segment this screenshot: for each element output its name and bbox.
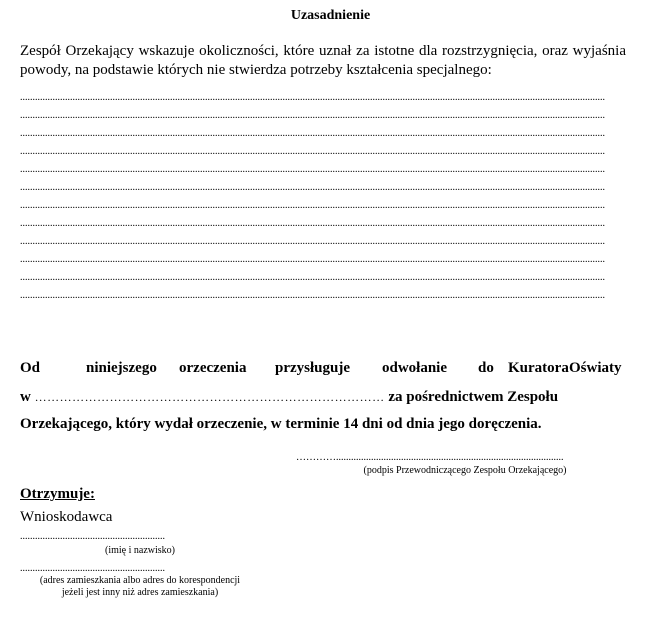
name-caption: (imię i nazwisko): [105, 545, 175, 556]
appeal-line-3: Orzekającego, który wydał orzeczenie, w terminie 14 dni od dnia jego doręczenia.: [20, 416, 542, 432]
justification-line: ..........................................................................................................................................................................................................................................: [20, 182, 605, 193]
justification-line: ..........................................................................................................................................................................................................................................: [20, 272, 605, 283]
justification-line: ..........................................................................................................................................................................................................................................: [20, 146, 605, 157]
justification-line: ..........................................................................................................................................................................................................................................: [20, 236, 605, 247]
justification-line: ..........................................................................................................................................................................................................................................: [20, 92, 605, 103]
curator-location-field: …………………………………………………………………………: [34, 390, 385, 404]
justification-line: ..........................................................................................................................................................................................................................................: [20, 290, 605, 301]
justification-line: ..........................................................................................................................................................................................................................................: [20, 200, 605, 211]
address-caption-1: (adres zamieszkania albo adres do korespondencji: [39, 575, 241, 586]
justification-line: ..........................................................................................................................................................................................................................................: [20, 254, 605, 265]
name-line: ..........................................................: [20, 531, 165, 542]
appeal-suffix: za pośrednictwem Zespołu: [388, 389, 559, 405]
recipient-applicant: Wnioskodawca: [20, 509, 113, 525]
appeal-word: Kuratora: [508, 360, 569, 376]
document-title: Uzasadnienie: [290, 8, 371, 23]
address-line: ..........................................................: [20, 563, 165, 574]
appeal-word: niniejszego: [86, 360, 157, 376]
appeal-word: orzeczenia: [179, 360, 247, 376]
appeal-prefix: w: [20, 389, 31, 405]
justification-line: ..........................................................................................................................................................................................................................................: [20, 218, 605, 229]
appeal-word: przysługuje: [275, 360, 350, 376]
justification-line: ..........................................................................................................................................................................................................................................: [20, 110, 605, 121]
signature-caption: (podpis Przewodniczącego Zespołu Orzekającego): [363, 465, 567, 476]
appeal-word: Oświaty: [569, 360, 622, 376]
justification-line: ..........................................................................................................................................................................................................................................: [20, 164, 605, 175]
address-caption-2: jeżeli jest inny niż adres zamieszkania): [61, 587, 219, 598]
appeal-line-2: [20, 389, 626, 406]
justification-line: ..........................................................................................................................................................................................................................................: [20, 128, 605, 139]
recipients-heading: Otrzymuje:: [20, 486, 95, 502]
signature-line: …………...........................................................................................: [296, 452, 564, 463]
justification-intro: Zespół Orzekający wskazuje okoliczności, które uznał za istotne dla rozstrzygnięcia, oraz wyjaśnia powody, na podstawie których nie stwierdza potrzeby kształcenia specjalnego:: [20, 43, 626, 78]
appeal-word: odwołanie: [382, 360, 448, 376]
appeal-word: do: [478, 360, 494, 376]
appeal-word: Od: [20, 360, 41, 376]
